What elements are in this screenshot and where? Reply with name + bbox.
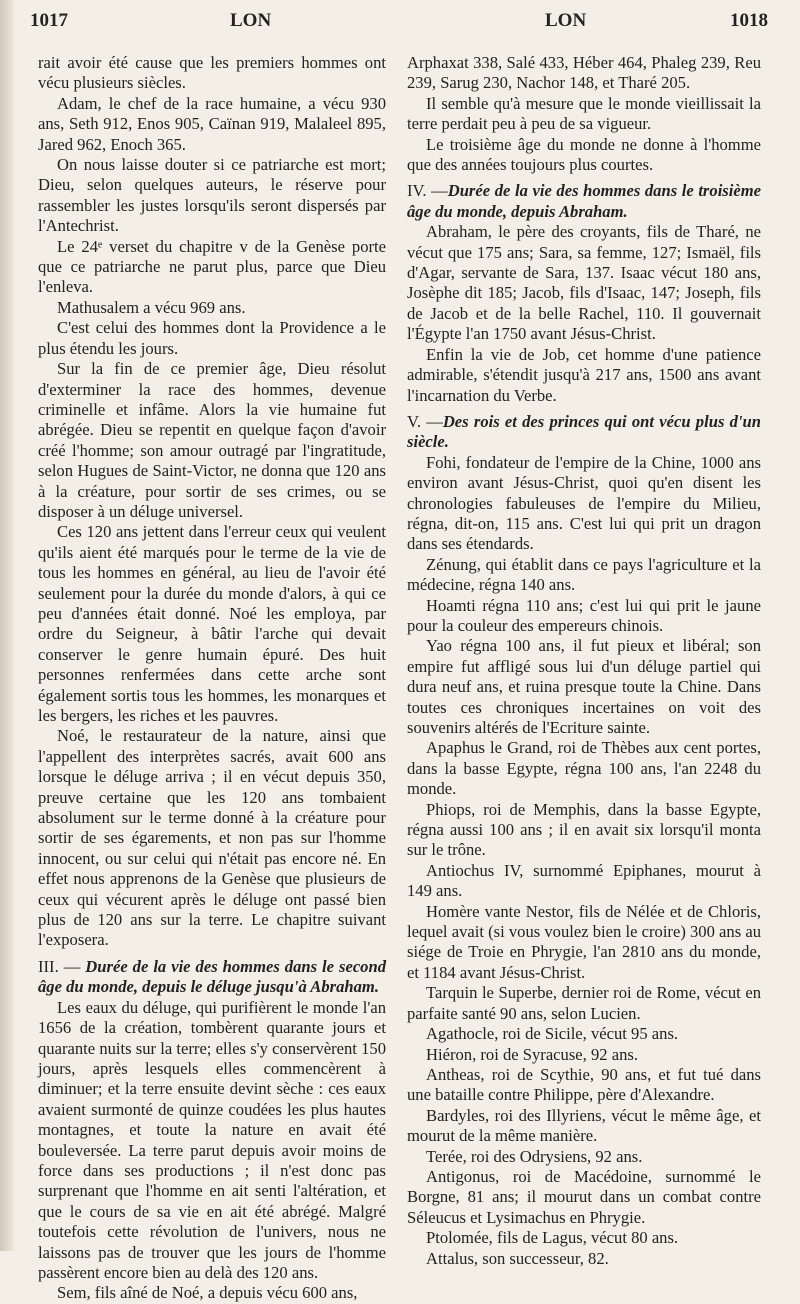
paragraph [407, 222, 761, 344]
paragraph [38, 53, 386, 94]
paragraph [407, 1228, 761, 1248]
paragraph-text: Le troisième âge du monde ne donne à l'homme que des années toujours plus courtes. [407, 134, 761, 175]
paragraph [407, 738, 761, 799]
paragraph [38, 94, 386, 155]
section-heading-paragraph [407, 181, 761, 222]
page-number-right: 1018 [730, 10, 768, 31]
paragraph [407, 1167, 761, 1228]
right-column [407, 53, 761, 1269]
paragraph-text: Antiochus IV, surnommé Epiphanes, mourut à 149 ans. [407, 860, 761, 901]
paragraph [38, 1283, 386, 1303]
paragraph-text: Zénung, qui établit dans ce pays l'agriculture et la médecine, régna 140 ans. [407, 554, 761, 595]
paragraph-text: Agathocle, roi de Sicile, vécut 95 ans. [426, 1024, 679, 1044]
section-heading-paragraph [407, 412, 761, 453]
paragraph [407, 94, 761, 135]
paragraph [38, 155, 386, 237]
paragraph-text: Sem, fils aîné de Noé, a depuis vécu 600 ans, [57, 1283, 358, 1303]
paragraph-text: Abraham, le père des croyants, fils de Tharé, ne vécut que 175 ans; Sara, sa femme, 127; Ismaël, fils d'Agar, servante de Sara, 137. Isaac vécut 180 ans, Josèphe dit 185; Jacob, fils d'Isaac, 147; Joseph, fils de Jacob et de la belle Rachel, 110. Il gouvernait l'Égypte l'an 1750 avant Jésus-Christ. [407, 222, 761, 344]
paragraph-text: Ces 120 ans jettent dans l'erreur ceux qui veulent qu'ils aient été marqués pour le terme de la vie de tous les hommes en général, au lieu de l'avoir été seulement pour la durée du monde d'alors, à qui ce peu d'années était donné. Noé les employa, par ordre du Seigneur, à bâtir l'arche qui devait conserver le genre humain épuré. Des huit personnes renfermées dans cette arche sont également sortis tous les hommes, les monarques et les bergers, les riches et les pauvres. [38, 522, 386, 725]
paragraph-text: Mathusalem a vécu 969 ans. [57, 297, 246, 317]
running-head-left-word: LON [230, 10, 272, 31]
paragraph-text: Attalus, son successeur, 82. [426, 1248, 609, 1268]
paragraph-text: Antheas, roi de Scythie, 90 ans, et fut tué dans une bataille contre Philippe, père d'Alexandre. [407, 1064, 761, 1105]
paragraph [407, 453, 761, 555]
paragraph [407, 636, 761, 738]
paragraph-text: IV. — [407, 181, 448, 201]
paragraph [407, 1065, 761, 1106]
paragraph [407, 1147, 761, 1167]
paragraph [407, 861, 761, 902]
paragraph [38, 522, 386, 726]
paragraph-text: Hiéron, roi de Syracuse, 92 ans. [426, 1044, 638, 1064]
paragraph-text: Arphaxat 338, Salé 433, Héber 464, Phaleg 239, Reu 239, Sarug 230, Nachor 148, et Tharé 205. [407, 53, 761, 93]
paragraph [407, 135, 761, 176]
paragraph-text: Tarquin le Superbe, dernier roi de Rome, vécut en parfaite santé 90 ans, selon Lucien. [407, 983, 761, 1023]
paragraph [38, 298, 386, 318]
paragraph-text: Apaphus le Grand, roi de Thèbes aux cent portes, dans la basse Egypte, régna 100 ans, l'an 2248 du monde. [407, 738, 761, 799]
running-head [30, 6, 770, 40]
paragraph-text: Hoamti régna 110 ans; c'est lui qui prit le jaune pour la couleur des empereurs chinois. [407, 595, 761, 635]
paragraph-text: On nous laisse douter si ce patriarche est mort; Dieu, selon quelques auteurs, le réserve pour rassembler les justes lorsqu'ils seront dispersés par l'Antechrist. [38, 155, 386, 236]
paragraph-text: III. — [38, 956, 86, 976]
paragraph [38, 998, 386, 1284]
page-binding-edge [0, 0, 14, 1251]
paragraph-text: Le 24ᵉ verset du chapitre v de la Genèse porte que ce patriarche ne parut plus, parce que Dieu l'enleva. [38, 236, 386, 297]
paragraph-text: Fohi, fondateur de l'empire de la Chine, 1000 ans environ avant Jésus-Christ, quoi qu'en disent les chronologies fabuleuses de l'empire du Milieu, régna, dit-on, 115 ans. C'est lui qui prit un dragon dans ses étendards. [407, 452, 761, 554]
paragraph [38, 726, 386, 950]
paragraph-text: C'est celui des hommes dont la Providence a le plus étendu les jours. [38, 318, 386, 358]
paragraph [38, 359, 386, 522]
paragraph [407, 596, 761, 637]
paragraph-text: Noé, le restaurateur de la nature, ainsi que l'appellent des interprètes sacrés, avait 600 ans lorsque le déluge arriva ; il en vécut depuis 350, preuve certaine que les 120 ans tombaient absolument sur le terme donné à la créature pour sortir de ses égarements, et non pas sur l'homme innocent, ou sur celui qui n'était pas encore né. En effet nous apprenons de la Genèse que plusieurs de ceux qui vécurent après le déluge ont passé bien plus de 120 ans sur la terre. Le chapitre suivant l'exposera. [38, 726, 386, 950]
paragraph-text: V. — [407, 411, 443, 431]
paragraph-text: Il semble qu'à mesure que le monde vieillissait la terre perdait peu à peu de sa vigueur. [407, 93, 761, 134]
section-heading-paragraph [38, 957, 386, 998]
paragraph-text: Ptolomée, fils de Lagus, vécut 80 ans. [426, 1228, 679, 1248]
paragraph [407, 1106, 761, 1147]
paragraph-text: Sur la fin de ce premier âge, Dieu résolut d'exterminer la race des hommes, devenue criminelle et infâme. Alors la vie humaine fut abrégée. Dieu se repentit en quelque façon d'avoir créé l'homme; son amour outragé par l'ingratitude, selon Hugues de Saint-Victor, ne donna que 120 ans à la créature, pour sortir de ses crimes, ou se disposer à un déluge universel. [38, 359, 386, 521]
paragraph-text: Adam, le chef de la race humaine, a vécu 930 ans, Seth 912, Enos 905, Caïnan 919, Malaleel 895, Jared 962, Enoch 365. [38, 93, 386, 154]
paragraph-text: Bardyles, roi des Illyriens, vécut le même âge, et mourut de la même manière. [407, 1105, 761, 1146]
paragraph-text: rait avoir été cause que les premiers hommes ont vécu plusieurs siècles. [38, 53, 386, 93]
paragraph [407, 902, 761, 984]
paragraph-text: Antigonus, roi de Macédoine, surnommé le Borgne, 81 ans; il mourut dans un combat contre Séleucus et Lysimachus en Phrygie. [407, 1166, 761, 1227]
paragraph-text: Les eaux du déluge, qui purifièrent le monde l'an 1656 de la création, tombèrent quarante jours et quarante nuits sur la terre; elles s'y conservèrent 150 jours, après lesquels elles commencèrent à diminuer; et la terre ensuite devint sèche : ces eaux avaient surmonté de quinze coudées les plus hautes montagnes, et toute la nature en avait été bouleversée. La terre parut depuis avoir moins de force dans ses productions ; il n'est donc pas surprenant que l'homme en ait senti l'altération, et que le cours de sa vie en ait été abrégé. Malgré toutefois cette révolution de l'univers, nous ne laissons pas de trouver que les jours de l'homme passèrent encore bien au delà des 120 ans. [38, 997, 386, 1282]
paragraph [407, 983, 761, 1024]
paragraph [38, 318, 386, 359]
paragraph [407, 345, 761, 406]
section-title: Durée de la vie des hommes dans le troisième âge du monde, depuis Abraham. [407, 181, 762, 221]
paragraph [407, 1045, 761, 1065]
paragraph-text: Phiops, roi de Memphis, dans la basse Egypte, régna aussi 100 ans ; il en avait six lorsqu'il monta sur le trône. [407, 799, 761, 860]
paragraph [407, 53, 761, 94]
paragraph [407, 800, 761, 861]
left-column [38, 53, 386, 1304]
paragraph [407, 1249, 761, 1269]
section-title: Durée de la vie des hommes dans le second âge du monde, depuis le déluge jusqu'à Abraham. [38, 956, 387, 997]
paragraph [407, 555, 761, 596]
paragraph-text: Homère vante Nestor, fils de Nélée et de Chloris, lequel avait (si vous voulez bien le croire) 300 ans au siége de Troie en Phrygie, l'an 2810 ans du monde, et 1184 avant Jésus-Christ. [407, 901, 761, 982]
paragraph-text: Terée, roi des Odrysiens, 92 ans. [426, 1146, 643, 1166]
section-title: Des rois et des princes qui ont vécu plus d'un siècle. [407, 411, 761, 452]
paragraph [38, 237, 386, 298]
page-number-left: 1017 [30, 10, 68, 31]
paragraph-text: Yao régna 100 ans, il fut pieux et libéral; son empire fut affligé sous lui d'un déluge partiel qui dura neuf ans, et ruina presque toute la Chine. Dans toutes ces chroniques incertaines on voit des souvenirs altérés de l'Ecriture sainte. [407, 636, 761, 737]
paragraph [407, 1024, 761, 1044]
running-head-right-word: LON [545, 10, 587, 31]
paragraph-text: Enfin la vie de Job, cet homme d'une patience admirable, s'étendit jusqu'à 217 ans, 1500 ans avant l'incarnation du Verbe. [407, 344, 761, 405]
